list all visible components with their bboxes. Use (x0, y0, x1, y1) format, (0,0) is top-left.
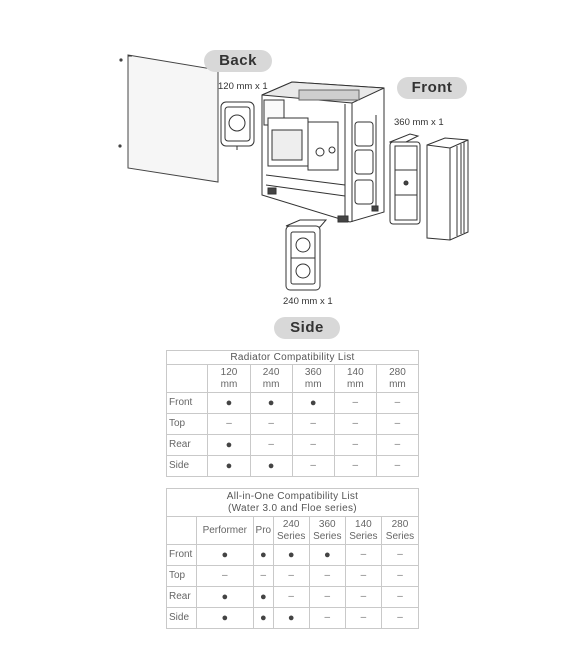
aio-cell (309, 566, 345, 587)
radiator-cell (376, 456, 418, 477)
aio-table-subtitle: (Water 3.0 and Floe series) (228, 502, 357, 514)
radiator-cell (376, 414, 418, 435)
incompatible-dash: – (310, 418, 316, 429)
aio-column-header-text: Series (349, 530, 378, 542)
aio-column-header (196, 517, 253, 545)
compatible-dot: ● (225, 396, 233, 409)
radiator-column-header-text: 120 (220, 366, 238, 378)
incompatible-dash: – (268, 439, 274, 450)
incompatible-dash: – (288, 591, 294, 602)
aio-cell (309, 545, 345, 566)
incompatible-dash: – (324, 570, 331, 581)
aio-cell (309, 608, 345, 629)
radiator-cell (250, 414, 292, 435)
radiator-row-top (167, 414, 419, 435)
aio-row-top (167, 566, 419, 587)
aio-cell (254, 608, 274, 629)
aio-cell (273, 587, 309, 608)
radiator-column-header-text: mm (346, 378, 364, 390)
radiator-row-label: Side (167, 456, 208, 477)
radiator-cell (376, 393, 418, 414)
compatible-dot: ● (309, 396, 317, 409)
radiator-compatibility-table (166, 350, 419, 477)
aio-cell (254, 566, 274, 587)
incompatible-dash: – (360, 612, 367, 623)
incompatible-dash: – (397, 612, 403, 623)
radiator-column-header-text: 240 (262, 366, 280, 378)
radiator-cell (250, 456, 292, 477)
aio-column-header (345, 517, 381, 545)
incompatible-dash: – (226, 418, 232, 429)
compatible-dot: ● (259, 590, 267, 603)
radiator-cell (292, 393, 334, 414)
front-view-label: Front (397, 77, 467, 99)
radiator-row-label: Rear (167, 435, 208, 456)
compatible-dot: ● (225, 459, 233, 472)
aio-cell (381, 545, 418, 566)
aio-table-title-line1: All-in-One Compatibility List (226, 490, 359, 502)
aio-cell (381, 608, 418, 629)
aio-row-label: Top (167, 566, 197, 587)
front-panel-illustration (427, 138, 468, 240)
incompatible-dash: – (324, 591, 331, 602)
rear-radiator-120-illustration (221, 102, 254, 150)
incompatible-dash: – (310, 439, 316, 450)
radiator-column-header (292, 365, 334, 393)
radiator-row-label: Front (167, 393, 208, 414)
incompatible-dash: – (352, 397, 359, 408)
aio-cell (254, 587, 274, 608)
aio-column-header-text: 140 (355, 518, 372, 530)
aio-cell (345, 545, 381, 566)
aio-cell (273, 608, 309, 629)
aio-cell (273, 566, 309, 587)
radiator-cell (292, 414, 334, 435)
radiator-cell (208, 393, 250, 414)
aio-column-header-text: 280 (391, 518, 409, 530)
radiator-cell (376, 435, 418, 456)
aio-cell (273, 545, 309, 566)
incompatible-dash: – (310, 460, 316, 471)
radiator-cell (334, 393, 376, 414)
incompatible-dash: – (352, 460, 359, 471)
radiator-column-header-text: mm (220, 378, 238, 390)
side-view-label: Side (274, 317, 340, 339)
radiator-row-rear (167, 435, 419, 456)
aio-row-side (167, 608, 419, 629)
aio-column-header (309, 517, 345, 545)
radiator-row-label: Top (167, 414, 208, 435)
incompatible-dash: – (394, 418, 401, 429)
aio-row-label: Side (167, 608, 197, 629)
aio-row-rear (167, 587, 419, 608)
radiator-column-header (250, 365, 292, 393)
aio-column-header (273, 517, 309, 545)
radiator-column-header-text: mm (304, 378, 322, 390)
radiator-column-header-text: 360 (304, 366, 322, 378)
radiator-column-header (208, 365, 250, 393)
aio-column-header-text: Performer (202, 524, 248, 536)
compatible-dot: ● (221, 611, 229, 624)
aio-cell (345, 566, 381, 587)
incompatible-dash: – (352, 439, 359, 450)
radiator-cell (250, 435, 292, 456)
aio-cell (196, 587, 253, 608)
incompatible-dash: – (394, 397, 401, 408)
aio-cell (196, 566, 253, 587)
radiator-table-title: Radiator Compatibility List (167, 351, 419, 365)
incompatible-dash: – (360, 549, 367, 560)
aio-cell (196, 545, 253, 566)
radiator-cell (334, 414, 376, 435)
aio-cell (196, 608, 253, 629)
radiator-cell (334, 435, 376, 456)
front-radiator-360-illustration (390, 134, 420, 224)
compatible-dot: ● (267, 459, 275, 472)
front-radiator-caption: 360 mm x 1 (394, 117, 444, 128)
radiator-cell (292, 435, 334, 456)
side-radiator-caption: 240 mm x 1 (283, 296, 333, 307)
aio-cell (254, 545, 274, 566)
incompatible-dash: – (260, 570, 267, 581)
rear-radiator-caption: 120 mm x 1 (218, 81, 268, 92)
compatible-dot: ● (221, 548, 229, 561)
aio-cell (309, 587, 345, 608)
incompatible-dash: – (288, 570, 294, 581)
aio-column-header (254, 517, 274, 545)
compatible-dot: ● (287, 611, 295, 624)
incompatible-dash: – (397, 570, 403, 581)
incompatible-dash: – (397, 591, 403, 602)
aio-table-title (167, 489, 419, 517)
aio-cell (381, 566, 418, 587)
incompatible-dash: – (268, 418, 274, 429)
radiator-row-front (167, 393, 419, 414)
chassis-illustration (262, 82, 384, 222)
back-view-label: Back (204, 50, 272, 72)
radiator-cell (334, 456, 376, 477)
radiator-cell (292, 456, 334, 477)
radiator-column-header (376, 365, 418, 393)
compatible-dot: ● (221, 590, 229, 603)
aio-cell (345, 587, 381, 608)
radiator-cell (208, 456, 250, 477)
compatible-dot: ● (323, 548, 331, 561)
incompatible-dash: – (222, 570, 228, 581)
corner-cell (167, 517, 197, 545)
compatible-dot: ● (287, 548, 295, 561)
incompatible-dash: – (324, 612, 331, 623)
incompatible-dash: – (397, 549, 403, 560)
aio-column-header-text: 240 (282, 518, 300, 530)
radiator-column-header-text: mm (389, 378, 406, 390)
radiator-column-header-text: 280 (389, 366, 406, 378)
radiator-column-header-text: mm (262, 378, 280, 390)
radiator-column-header-text: 140 (346, 366, 364, 378)
aio-row-label: Front (167, 545, 197, 566)
aio-column-header-text: Series (385, 530, 415, 542)
aio-column-header-text: Pro (255, 524, 272, 536)
compatible-dot: ● (259, 611, 267, 624)
radiator-cell (208, 414, 250, 435)
side-panel-illustration (118, 55, 218, 182)
incompatible-dash: – (360, 570, 367, 581)
radiator-row-side (167, 456, 419, 477)
radiator-column-header (334, 365, 376, 393)
radiator-cell (250, 393, 292, 414)
aio-column-header (381, 517, 418, 545)
radiator-cell (208, 435, 250, 456)
aio-column-header-text: Series (313, 530, 342, 542)
side-radiator-240-illustration (286, 220, 326, 290)
incompatible-dash: – (394, 439, 401, 450)
aio-row-front (167, 545, 419, 566)
aio-cell (345, 608, 381, 629)
corner-cell (167, 365, 208, 393)
incompatible-dash: – (360, 591, 367, 602)
aio-column-header-text: 360 (318, 518, 336, 530)
compatible-dot: ● (259, 548, 267, 561)
compatible-dot: ● (267, 396, 275, 409)
aio-column-header-text: Series (276, 530, 306, 542)
aio-cell (381, 587, 418, 608)
aio-compatibility-table (166, 488, 419, 629)
incompatible-dash: – (352, 418, 359, 429)
aio-row-label: Rear (167, 587, 197, 608)
incompatible-dash: – (394, 460, 401, 471)
compatible-dot: ● (225, 438, 233, 451)
